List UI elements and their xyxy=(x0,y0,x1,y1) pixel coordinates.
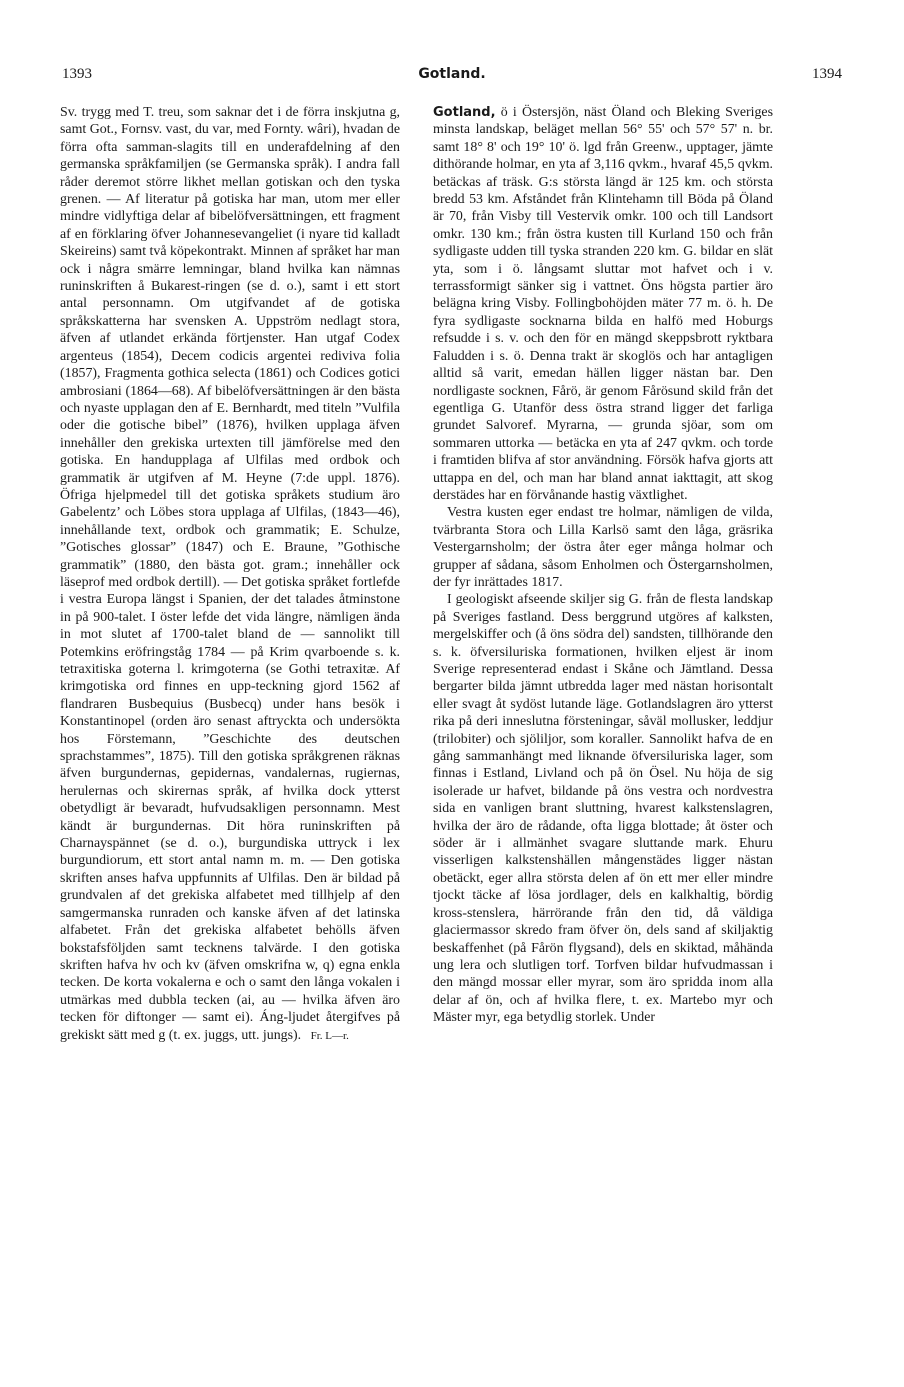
page-number-left: 1393 xyxy=(62,66,92,82)
gothic-language-text: Sv. trygg med T. treu, som saknar det i de förra inskjutna g, samt Got., Fornsv. vast, du var, med Fornty. wâri), hvadan de förra ofta samman-slagits till en underafdelning af den germanska språkfamiljen (se Germanska språk). I andra fall råder deremot större likhet mellan gotiskan och den tyska grenen. — Af literatur på gotiska har man, utom mer eller mindre vidlyftiga delar af bibelöfversättningen, ett fragment af en förklaring öfver Johannesevangeliet (i nyare tid kalladt Skeireins) samt två köpekontrakt. Minnen af språket har man ock i några smärre lemningar, bland hvilka kan nämnas runinskriften å Bukarest-ringen (se d. o.), samt i ett stort antal personnamn. Om utgifvandet af de gotiska språkskatterna har svensken A. Uppström nedlagt stora, äfven af utlandet erkända förtjenster. Han utgaf Codex argenteus (1854), Decem codicis argentei rediviva folia (1857), Fragmenta gothica selecta (1861) och Codices gotici ambrosiani (1864—68). Af bibelöfversättningen är den bästa och nyaste upplagan den af E. Bernhardt, med titeln ”Vulfila oder die gotische bibel” (1876), hvilken upplaga äfven innehåller den grekiska urtexten till jämförelse med den gotiska. En handupplaga af Ulfilas med ordbok och grammatik är utgifven af M. Heyne (7:de uppl. 1876). Öfriga hjelpmedel till det gotiska språkets studium äro Gabelentz’ och Löbes stora upplaga af Ulfilas, (1843—46), innehållande text, ordbok och grammatik; E. Schulze, ”Gotisches glossar” (1847) och E. Braune, ”Gothische grammatik” (1880, den bästa got. gram.; innehåller ock läseprof med ordbok dertill). — Det gotiska språket fortlefde i vestra Europa längst i Spanien, der det talades åtminstone in på 900-talet. I öster lefde det vida längre, nämligen ända in mot slutet af 1700-talet bland de — sannolikt till Potemkins eröfringståg 1784 — på Krim qvarboende s. k. tetraxitiska goterna l. krimgoterna (se Gothi tetraxitæ. Af krimgotiska ord finnes en upp-teckning gjord 1562 af flandraren Busbequius (Busbecq) under hans besök i Konstantinopel (orden äro senast aftryckta och undersökta hos Förstemann, ”Geschichte des deutschen sprachstammes”, 1875). Till den gotiska språkgrenen räknas äfven burgundernas, gepidernas, vandalernas, rugiernas, herulernas och skirernas språk, af hvilka dock ytterst obetydligt är bevaradt, hufvudsakligen personnamn. Mest kändt är burgundernas. Dit höra runinskriften på Charnayspännet (se d. o.), burgundiska uttryck i lex burgundiorum, ett stort antal namn m. m. — Den gotiska skriften anses hafva uppfunnits af Ulfilas. Den är bildad på grundvalen af det grekiska alfabetet med tillhjelp af den samgermanska runraden och kanske äfven af det latinska alfabetet. Från det grekiska alfabetet behölls äfven bokstafsföljden samt tecknens talvärde. I den gotiska skriften hafva hv och kv (äfven omskrifna w, q) egna enkla tecken. De korta vokalerna e och o samt den långa vokalen i utmärkas med dubbla tecken (ai, au — hvilka äfven äro tecken för diftonger — samt ei). Áng-ljudet återgifves på grekiskt sätt med g (t. ex. juggs, utt. jungs). xyxy=(60,105,400,1043)
left-column-text xyxy=(60,104,400,1045)
right-column xyxy=(433,104,773,1027)
entry-headword: Gotland, xyxy=(433,105,496,120)
author-signature: Fr. L—r. xyxy=(310,1029,349,1042)
page-header xyxy=(62,66,842,88)
gotland-paragraph-3: I geologiskt afseende skiljer sig G. från de flesta landskap på Sveriges fastland. Dess berggrund utgöres af kalksten, mergelskiffer och (å öns södra del) sandsten, tillhörande den s. k. öfversiluriska formationen, hvilken eljest är inom Sverige representerad endast i Skåne och Jämtland. Dessa bergarter bilda jämnt utbredda lager med nästan horisontalt eller svagt åt sydöst lutande läge. Gotlandslagren äro ytterst rika på deri inneslutna försteningar, såväl mollusker, leddjur (trilobiter) och sjöliljor, som koraller. Sannolikt hafva de en gång sammanhängt med liknande öfversiluriska lager, som finnas i Estland, Livland och på ön Ösel. Nu höja de sig isolerade ur hafvet, bildande på öns vestra och nordvestra sida en vanligen brant sluttning, hvarest kalkstenslagren, hvilka der äro de rådande, ofta ligga blottade; åt öster och söder är i allmänhet svagare sluttande mark. Ehuru visserligen kalkstenshällen mångenstädes ligger nästan obetäckt, eger allra största delen af ön ett mer eller mindre tjockt täcke af lösa jordlager, dels en kalkhaltig, bördig kross-stenslera, härrörande från den tid, då väldiga glaciermassor skredo fram öfver ön, dels sand af skiljaktig beskaffenhet (på Fårön flygsand), dels en skiktad, måhända ung lera och slutligen torf. Torfven bildar hufvudmassan i den mängd mossar eller myrar, som äro spridda inom alla delar af ön, och af hvilka flere, t. ex. Martebo myr och Mäster myr, ega betydlig storlek. Under xyxy=(433,592,773,1026)
page-number-right: 1394 xyxy=(812,66,842,82)
left-column xyxy=(60,104,400,1045)
gotland-paragraph-1 xyxy=(433,104,773,504)
running-title: Gotland. xyxy=(418,66,486,82)
gotland-para1-text: ö i Östersjön, näst Öland och Bleking Sveriges minsta landskap, beläget mellan 56° 55' och 57° 57' n. br. samt 18° 8' och 19° 10' ö. lgd från Greenw., upptager, jämte dithörande holmar, en yta af 3,116 qvkm., hvaraf 45,5 qvkm. betäckas af träsk. G:s största längd är 125 km. och största bredd 53 km. Afståndet från Klintehamn till Böda på Öland är 70, från Visby till Vestervik omkr. 100 och till Landsort omkr. 130 km.; från östra kusten till Kurland 150 och från sydligaste udden till tyska stranden 220 km. G. bildar en slät yta, som i ö. långsamt sluttar mot hafvet och i v. terrassformigt sänker sig i vattnet. Öns högsta partier äro belägna kring Visby. Follingbohöjden mäter 77 m. ö. h. De fyra sydligaste socknarna bilda en halfö med Hoburgs refsudde i s. v. och den för en mängd skeppsbrott ryktbara Faludden i s. ö. Denna trakt är skoglös och har antagligen alltid så varit, emedan hällen ligger nästan bar. Den nordligaste socknen, Fårö, är genom Fårösund skild från det egentliga G. Utanför dess östra strand ligger det farliga grundet Salvoref. Myrarna, — grunda sjöar, som om sommaren uttorka — betäcka en yta af 247 qvkm. och torde i framtiden blifva af stor användning. Försök hafva gjorts att uttappa en del, och man har bland annat iakttagit, att skog derstädes har en förvånande hastig växtlighet. xyxy=(433,105,773,503)
gotland-paragraph-2: Vestra kusten eger endast tre holmar, nämligen de vilda, tvärbranta Stora och Lilla Karlsö samt den låga, gräsrika Vestergarnsholm; der östra åter eger många holmar och grupper af sådana, såsom Enholmen och Östergarnsholmen, der fyr inrättades 1817. xyxy=(433,505,773,590)
